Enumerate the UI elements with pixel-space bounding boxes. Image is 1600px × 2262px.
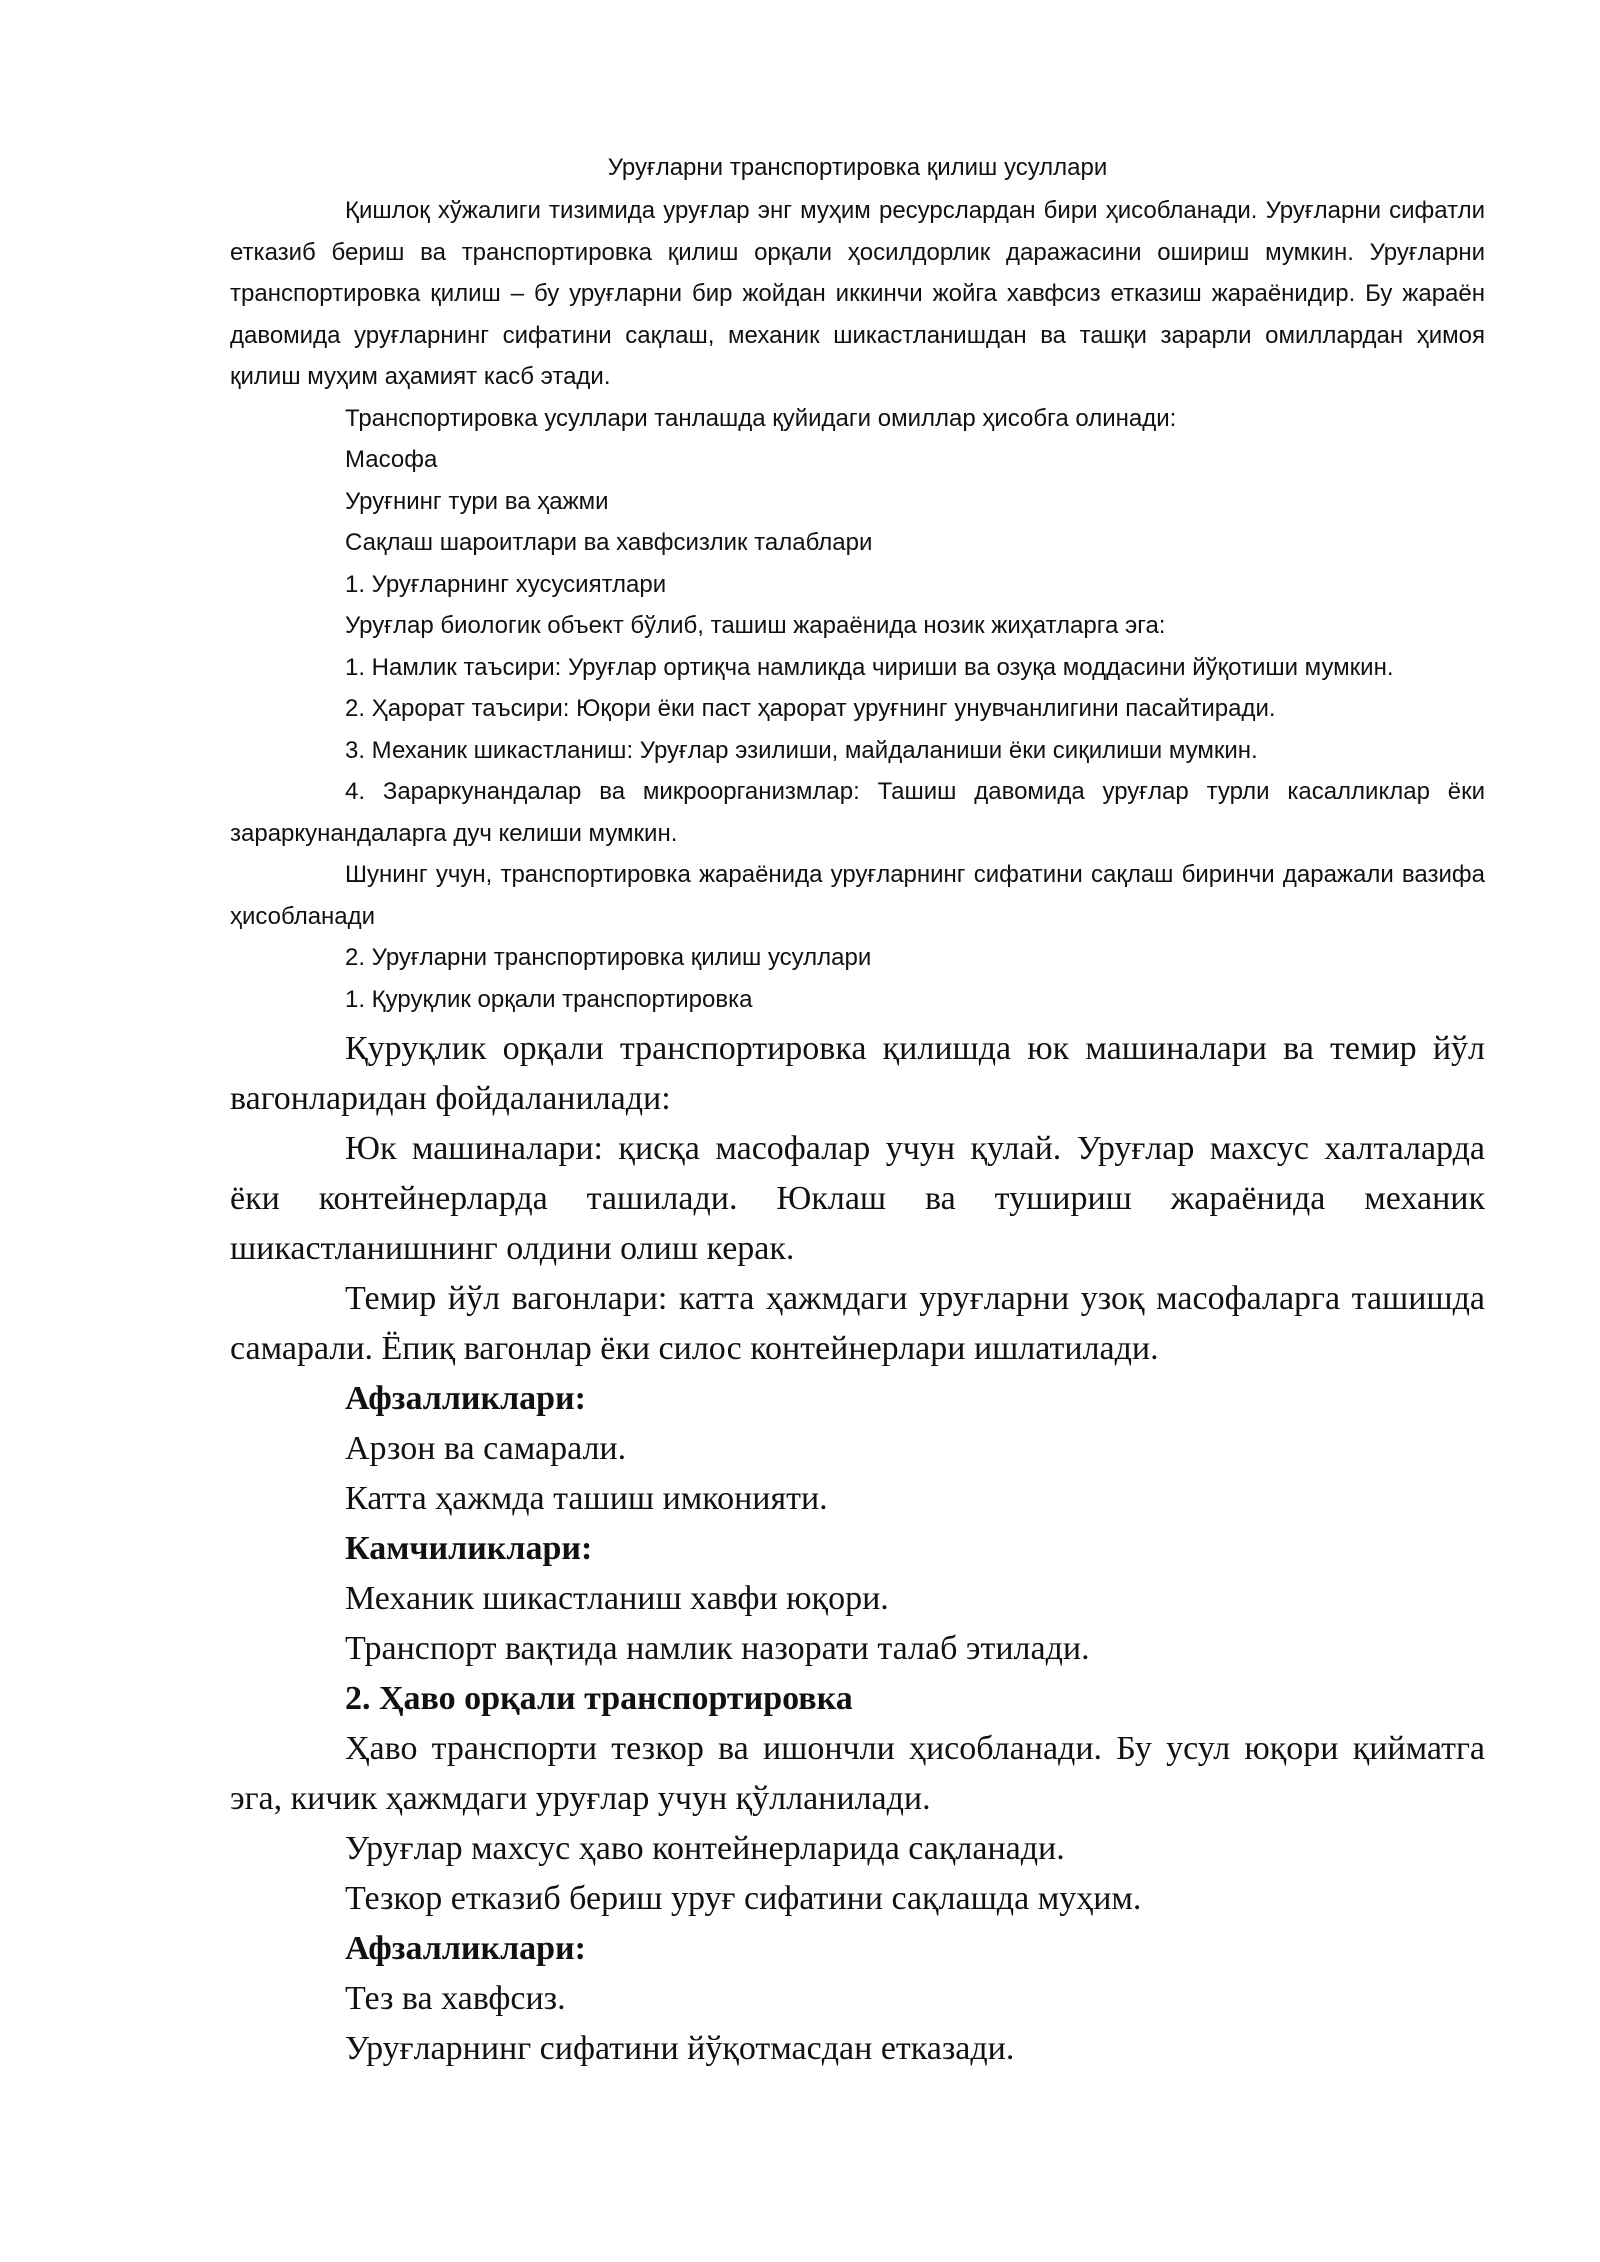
factor-item: Сақлаш шароитлари ва хавфсизлик талаблари bbox=[345, 529, 873, 556]
land-disadvantage-item: Механик шикастланиш хавфи юқори. bbox=[345, 1580, 889, 1617]
section1-item: 1. Намлик таъсири: Уруғлар ортиқча намликда чириши ва озуқа моддасини йўқотиши мумкин. bbox=[345, 653, 1394, 681]
section1-item: 4. Зараркунандалар ва микроорганизмлар: Ташиш давомида уруғлар турли касалликлар ёки зараркунандаларга дуч келиши мумкин. bbox=[230, 778, 1485, 847]
section2-heading: 2. Уруғларни транспортировка қилиш усуллари bbox=[345, 944, 872, 971]
sans-section bbox=[230, 190, 1485, 1020]
land-disadvantages-label: Камчиликлари: bbox=[345, 1530, 593, 1567]
land-intro: Қуруқлик орқали транспортировка қилишда юк машиналари ва темир йўл вагонларидан фойдаланилади: bbox=[230, 1030, 1485, 1117]
trucks-paragraph: Юк машиналари: қисқа масофалар учун қулай. Уруғлар махсус халталарда ёки контейнерларда ташилади. Юклаш ва тушириш жараёнида механик шикастланишнинг олдини олиш керак. bbox=[230, 1130, 1485, 1267]
section1-heading: 1. Уруғларнинг хусусиятлари bbox=[345, 570, 667, 598]
land-heading: 1. Қуруқлик орқали транспортировка bbox=[345, 985, 753, 1013]
document-title: Уруғларни транспортировка қилиш усуллари bbox=[607, 154, 1108, 181]
section1-intro: Уруғлар биологик объект бўлиб, ташиш жараёнида нозик жиҳатларга эга: bbox=[345, 612, 1166, 639]
land-advantages-label: Афзалликлари: bbox=[345, 1380, 586, 1417]
section1-conclusion: Шунинг учун, транспортировка жараёнида уруғларнинг сифатини сақлаш биринчи даражали вазифа ҳисобланади bbox=[230, 861, 1485, 930]
land-advantage-item: Арзон ва самарали. bbox=[345, 1430, 627, 1467]
air-heading: 2. Ҳаво орқали транспортировка bbox=[345, 1680, 853, 1717]
factors-intro: Транспортировка усуллари танлашда қуйидаги омиллар ҳисобга олинади: bbox=[345, 404, 1177, 432]
serif-section bbox=[230, 1024, 1485, 2074]
air-point: Уруғлар махсус ҳаво контейнерларида сақланади. bbox=[345, 1830, 1065, 1867]
factor-item: Уруғнинг тури ва ҳажми bbox=[345, 487, 609, 515]
section1-item: 3. Механик шикастланиш: Уруғлар эзилиши, майдаланиши ёки сиқилиши мумкин. bbox=[345, 736, 1258, 764]
air-advantages-label: Афзалликлари: bbox=[345, 1930, 586, 1967]
air-advantage-item: Тез ва хавфсиз. bbox=[345, 1980, 566, 2017]
document-page bbox=[230, 150, 1485, 2074]
air-advantage-item: Уруғларнинг сифатини йўқотмасдан етказади. bbox=[345, 2030, 1015, 2067]
land-advantage-item: Катта ҳажмда ташиш имконияти. bbox=[345, 1480, 828, 1517]
land-disadvantage-item: Транспорт вақтида намлик назорати талаб этилади. bbox=[345, 1630, 1090, 1667]
rail-paragraph: Темир йўл вагонлари: катта ҳажмдаги уруғларни узоқ масофаларга ташишда самарали. Ёпиқ вагонлар ёки силос контейнерлари ишлатилади. bbox=[230, 1280, 1485, 1367]
intro-paragraph: Қишлоқ хўжалиги тизимида уруғлар энг муҳим ресурслардан бири ҳисобланади. Уруғларни сифатли етказиб бериш ва транспортировка қилиш орқали ҳосилдорлик даражасини ошириш мумкин. Уруғларни транспортировка қилиш – бу уруғларни бир жойдан иккинчи жойга хавфсиз етказиш жараёнидир. Бу жараён давомида уруғларнинг сифатини сақлаш, механик шикастланишдан ва ташқи зарарли омиллардан ҳимоя қилиш муҳим аҳамият касб этади. bbox=[230, 197, 1485, 390]
air-point: Тезкор етказиб бериш уруғ сифатини сақлашда муҳим. bbox=[345, 1880, 1142, 1917]
factor-item: Масофа bbox=[345, 446, 438, 473]
air-intro: Ҳаво транспорти тезкор ва ишончли ҳисобланади. Бу усул юқори қийматга эга, кичик ҳажмдаги уруғлар учун қўлланилади. bbox=[230, 1730, 1485, 1817]
section1-item: 2. Ҳарорат таъсири: Юқори ёки паст ҳарорат уруғнинг унувчанлигини пасайтиради. bbox=[345, 695, 1276, 722]
